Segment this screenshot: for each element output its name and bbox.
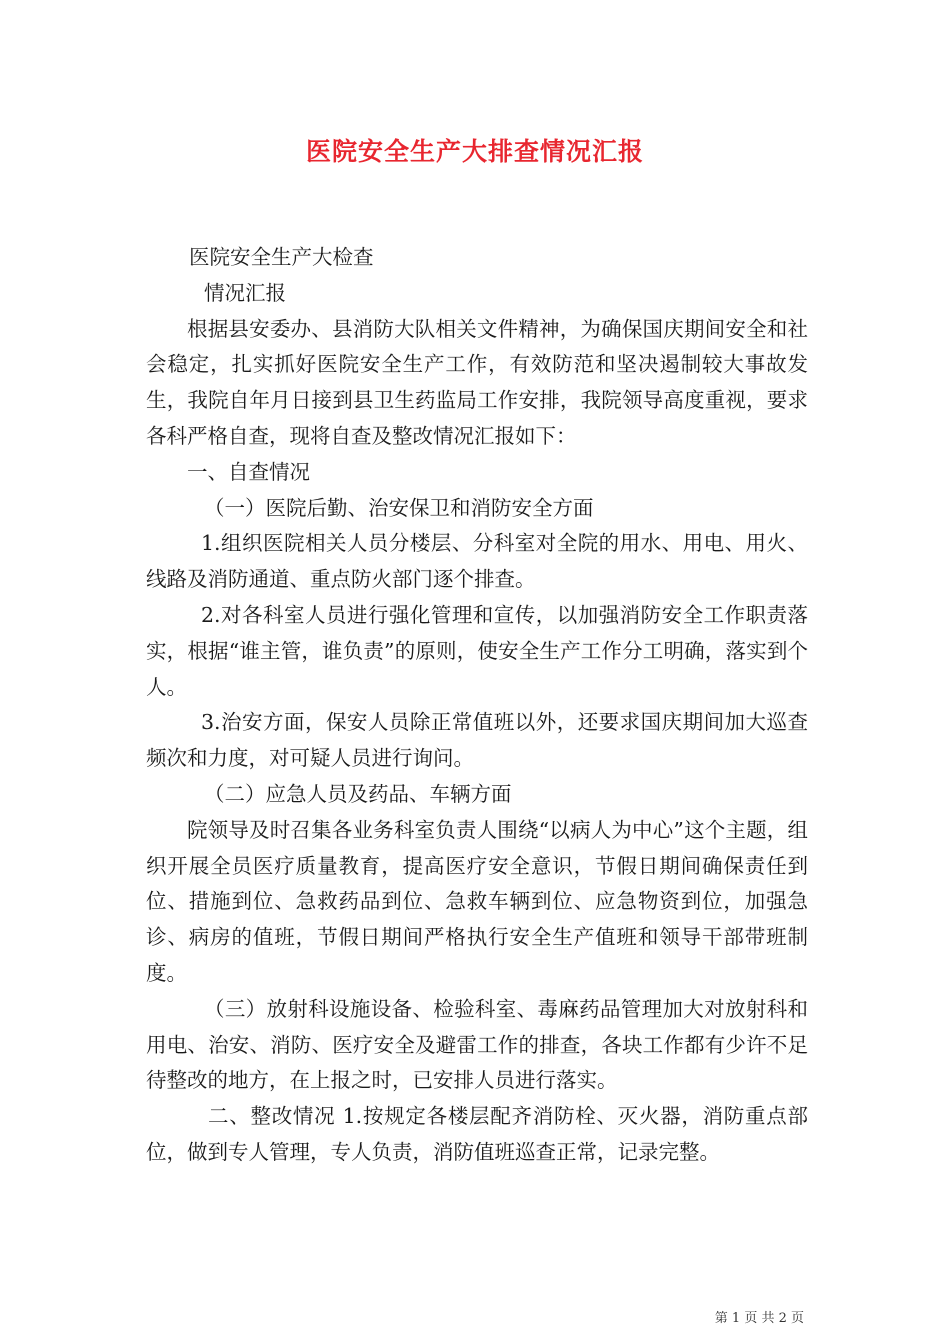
- subsection-heading-emergency: （二）应急人员及药品、车辆方面: [204, 781, 512, 806]
- paragraph-heading-2: 情况汇报: [204, 280, 286, 305]
- subsection-heading-logistics: （一）医院后勤、治安保卫和消防安全方面: [204, 495, 594, 520]
- paragraph-emergency: 院领导及时召集各业务科室负责人围绕“以病人为中心”这个主题，组织开展全员医疗质量教育，提高医疗安全意识，节假日期间确保责任到位、措施到位、急救药品到位、急救车辆到位、应急物资到位，加强急诊、病房的值班，节假日期间严格执行安全生产值班和领导干部带班制度。: [146, 817, 808, 985]
- paragraph-intro: 根据县安委办、县消防大队相关文件精神，为确保国庆期间安全和社会稳定，扎实抓好医院安全生产工作，有效防范和坚决遏制较大事故发生，我院自年月日接到县卫生药监局工作安排，我院领导高度重视，要求各科严格自查，现将自查及整改情况汇报如下：: [146, 316, 808, 448]
- page-number: 第 1 页 共 2 页: [714, 1311, 804, 1326]
- paragraph-heading-1: 医院安全生产大检查: [189, 245, 374, 269]
- paragraph-radiology: （三）放射科设施设备、检验科室、毒麻药品管理加大对放射科和用电、治安、消防、医疗安全及避雷工作的排查，各块工作都有少许不足待整改的地方，在上报之时，已安排人员进行落实。: [146, 996, 808, 1093]
- paragraph-rectification: 二、整改情况 1.按规定各楼层配齐消防栓、灭火器，消防重点部位，做到专人管理，专人负责，消防值班巡查正常，记录完整。: [146, 1104, 808, 1164]
- section-heading-self-check: 一、自查情况: [187, 459, 310, 484]
- paragraph-item-3: 3.治安方面，保安人员除正常值班以外，还要求国庆期间加大巡查频次和力度，对可疑人员进行询问。: [146, 710, 808, 771]
- document-title: 医院安全生产大排查情况汇报: [305, 137, 644, 166]
- paragraph-item-1: 1.组织医院相关人员分楼层、分科室对全院的用水、用电、用火、线路及消防通道、重点防火部门逐个排查。: [146, 531, 808, 592]
- paragraph-item-2: 2.对各科室人员进行强化管理和宣传，以加强消防安全工作职责落实，根据“谁主管，谁负责”的原则，使安全生产工作分工明确，落实到个人。: [146, 602, 808, 699]
- document-body: [146, 240, 808, 1171]
